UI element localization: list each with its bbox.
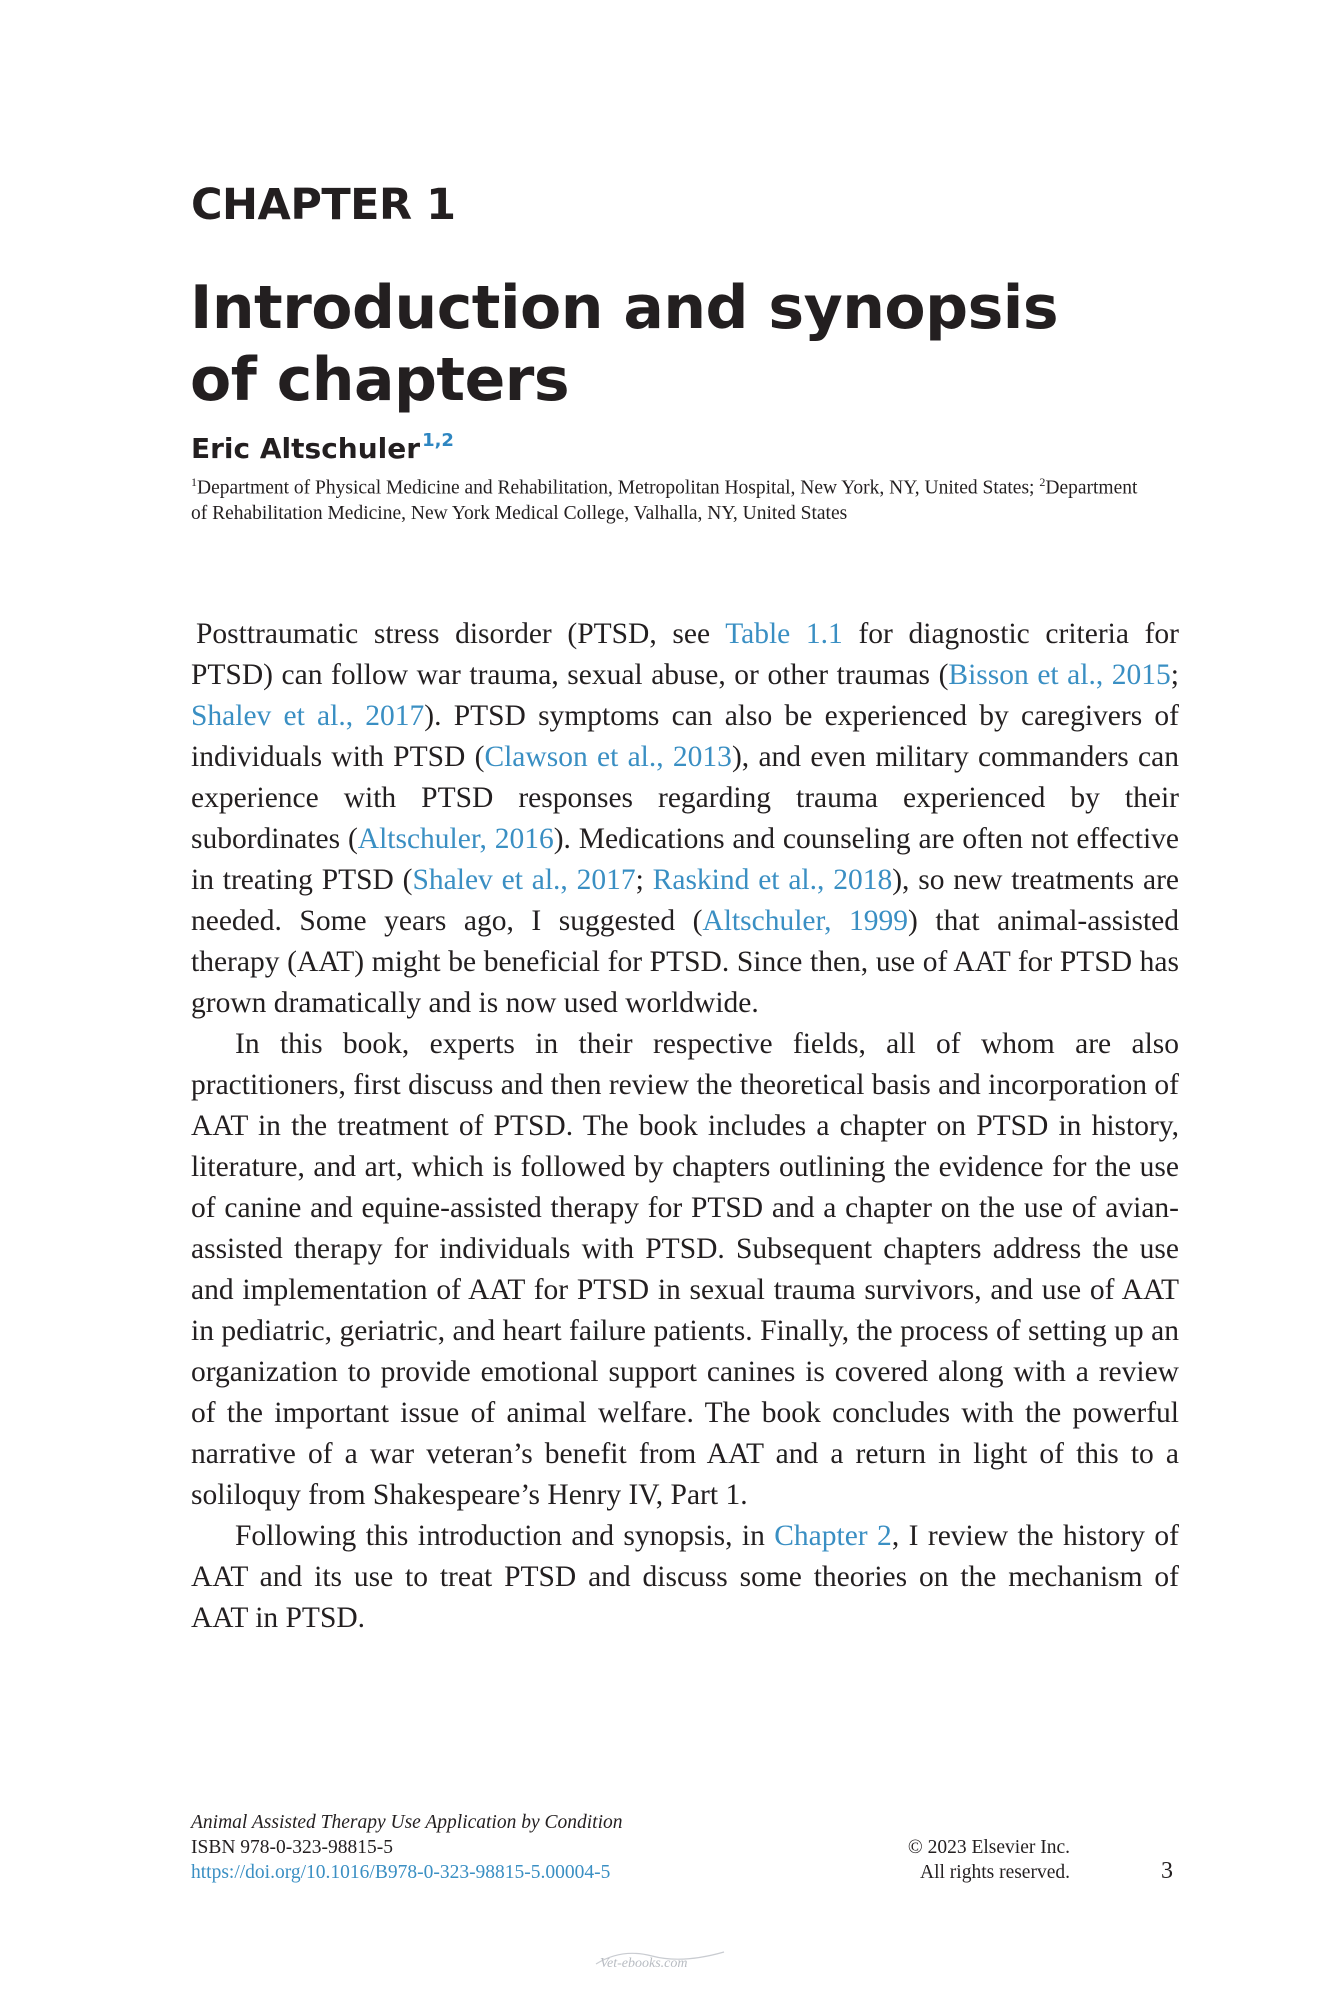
affiliations <box>191 470 1151 526</box>
citation-link[interactable]: Shalev et al., 2017 <box>412 864 636 896</box>
body-text <box>191 614 1179 1639</box>
paragraph-text: ), and even military commanders can experience with PTSD responses regarding trauma experienced by their subordinates ( <box>191 741 1179 855</box>
footer-isbn: ISBN 978-0-323-98815-5 <box>191 1837 394 1858</box>
citation-link[interactable]: Altschuler, 2016 <box>357 823 554 855</box>
paragraph-2 <box>191 1024 1179 1516</box>
paragraph-text: ; <box>635 864 653 896</box>
paragraph-text: for diagnostic criteria for PTSD) can follow war trauma, sexual abuse, or other traumas ( <box>191 618 1179 691</box>
citation-link[interactable]: Table 1.1 <box>725 618 843 650</box>
paragraph-text: ; <box>1170 659 1179 691</box>
citation-link[interactable]: Chapter 2 <box>774 1520 892 1552</box>
paragraph-text: ) that animal-assisted therapy (AAT) might be beneficial for PTSD. Since then, use of AAT for PTSD has grown dramatically and is now used worldwide. <box>191 905 1179 1019</box>
paragraph-1 <box>191 614 1179 1024</box>
affiliation-1: Department of Physical Medicine and Rehabilitation, Metropolitan Hospital, New York, NY, United States; <box>197 477 1040 499</box>
affiliation-2: Department of Rehabilitation Medicine, New York Medical College, Valhalla, NY, United States <box>191 477 1138 524</box>
author-name: Eric Altschuler <box>191 432 421 465</box>
footer-copyright <box>880 1835 1070 1885</box>
footer-doi-link[interactable]: https://doi.org/10.1016/B978-0-323-98815-5.00004-5 <box>191 1862 611 1883</box>
copyright-line: © 2023 Elsevier Inc. <box>907 1837 1070 1858</box>
paragraph-text: ), so new treatments are needed. Some years ago, I suggested ( <box>191 864 1179 937</box>
affiliation-mark-2: 2 <box>1039 475 1046 489</box>
watermark-text: Vet-ebooks.com <box>600 1956 688 1971</box>
footer-citation <box>191 1810 623 1885</box>
affiliation-mark-1: 1 <box>191 475 197 489</box>
citation-link[interactable]: Altschuler, 1999 <box>702 905 909 937</box>
paragraph-text: In this book, experts in their respective fields, all of whom are also practitioners, first discuss and then review the theoretical basis and incorporation of AAT in the treatment of PTSD. The book includes a chapter on PTSD in history, literature, and art, which is followed by chapters outlining the evidence for the use of canine and equine-assisted therapy for PTSD and a chapter on the use of avian-assisted therapy for individuals with PTSD. Subsequent chapters address the use and implementation of AAT for PTSD in sexual trauma survivors, and use of AAT in pediatric, geriatric, and heart failure patients. Finally, the process of setting up an organization to provide emotional support canines is covered along with a review of the important issue of animal welfare. The book concludes with the powerful narrative of a war veteran’s benefit from AAT and a return in light of this to a soliloquy from Shakespeare’s Henry IV, Part 1. <box>191 1028 1179 1511</box>
citation-link[interactable]: Raskind et al., 2018 <box>652 864 893 896</box>
citation-link[interactable]: Shalev et al., 2017 <box>191 700 425 732</box>
author-affiliation-marks[interactable]: 1,2 <box>422 430 454 451</box>
citation-link[interactable]: Clawson et al., 2013 <box>484 741 732 773</box>
rights-line: All rights reserved. <box>919 1862 1070 1883</box>
footer-book-title: Animal Assisted Therapy Use Application by Condition <box>191 1812 623 1833</box>
paragraph-text: ). PTSD symptoms can also be experienced by caregivers of individuals with PTSD ( <box>191 700 1179 773</box>
page-number: 3 <box>1161 1858 1173 1884</box>
paragraph-text: , I review the history of AAT and its use to treat PTSD and discuss some theories on the mechanism of AAT in PTSD. <box>191 1520 1179 1634</box>
paragraph-text: ). Medications and counseling are often not effective in treating PTSD ( <box>191 823 1179 896</box>
paragraph-text: Posttraumatic stress disorder (PTSD, see <box>196 618 726 650</box>
paragraph-text: Following this introduction and synopsis, in <box>235 1520 775 1552</box>
chapter-title: Introduction and synopsis of chapters <box>190 273 1059 415</box>
paragraph-3 <box>191 1516 1179 1639</box>
chapter-label: CHAPTER 1 <box>191 180 456 230</box>
author-line <box>191 432 454 463</box>
watermark-logo <box>592 1944 732 1972</box>
citation-link[interactable]: Bisson et al., 2015 <box>948 659 1171 691</box>
